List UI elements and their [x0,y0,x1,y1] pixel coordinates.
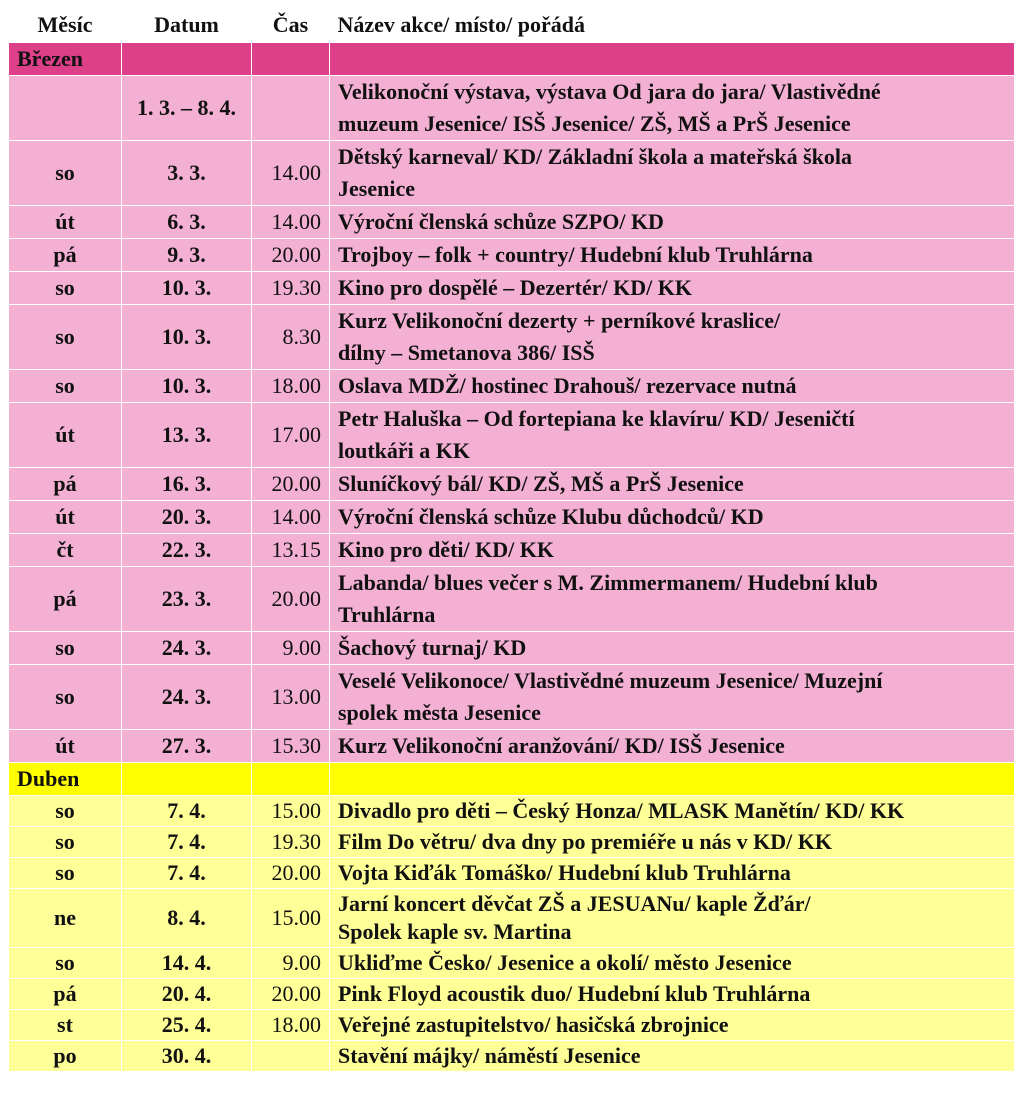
event-row [9,534,1015,567]
event-name-line: Oslava MDŽ/ hostinec Drahouš/ rezervace nutná [338,373,797,398]
event-time: 20.00 [252,239,330,272]
event-time: 19.30 [252,272,330,305]
event-date: 7. 4. [122,796,252,827]
section-header-cell [330,43,1015,76]
event-day: so [9,632,122,665]
event-day: čt [9,534,122,567]
event-name [330,468,1015,501]
event-day: pá [9,979,122,1010]
event-name-line: Petr Haluška – Od fortepiana ke klavíru/ KD/ Jeseničtí [338,406,855,431]
event-row [9,1010,1015,1041]
event-day: po [9,1041,122,1072]
event-row [9,730,1015,763]
event-name-line: Šachový turnaj/ KD [338,635,527,660]
section-header-cell [122,43,252,76]
event-day [9,76,122,141]
table-header [9,8,1015,43]
event-name [330,665,1015,730]
event-day: út [9,501,122,534]
section-march [9,43,1015,763]
event-row [9,76,1015,141]
event-name [330,403,1015,468]
event-row [9,796,1015,827]
event-day: so [9,948,122,979]
event-day: so [9,370,122,403]
event-time: 17.00 [252,403,330,468]
event-day: pá [9,239,122,272]
event-name [330,272,1015,305]
event-name-line: Pink Floyd acoustik duo/ Hudební klub Truhlárna [338,981,811,1006]
header-time: Čas [252,8,330,43]
event-date: 7. 4. [122,858,252,889]
event-date: 7. 4. [122,827,252,858]
event-name [330,796,1015,827]
event-name-line: dílny – Smetanova 386/ ISŠ [338,340,595,365]
event-name [330,979,1015,1010]
event-time: 9.00 [252,632,330,665]
event-day: so [9,665,122,730]
event-row [9,948,1015,979]
event-name [330,305,1015,370]
event-time: 13.00 [252,665,330,730]
event-name-line: Kino pro dospělé – Dezertér/ KD/ KK [338,275,692,300]
event-name-line: Vojta Kiďák Tomáško/ Hudební klub Truhlárna [338,860,791,885]
event-date: 22. 3. [122,534,252,567]
event-name-line: Veselé Velikonoce/ Vlastivědné muzeum Jesenice/ Muzejní [338,668,883,693]
event-time: 15.00 [252,889,330,948]
event-row [9,1041,1015,1072]
event-date: 9. 3. [122,239,252,272]
event-row [9,141,1015,206]
event-date: 8. 4. [122,889,252,948]
event-day: so [9,796,122,827]
event-name-line: Stavění májky/ náměstí Jesenice [338,1043,641,1068]
event-name [330,206,1015,239]
event-row [9,665,1015,730]
event-name [330,1010,1015,1041]
event-time: 8.30 [252,305,330,370]
header-month: Měsíc [9,8,122,43]
event-time: 18.00 [252,1010,330,1041]
event-row [9,858,1015,889]
event-date: 10. 3. [122,272,252,305]
events-calendar [8,8,1016,1072]
event-name-line: Kurz Velikonoční dezerty + perníkové kraslice/ [338,308,781,333]
event-date: 6. 3. [122,206,252,239]
event-day: so [9,827,122,858]
event-row [9,468,1015,501]
event-date: 23. 3. [122,567,252,632]
event-day: so [9,858,122,889]
section-title: Duben [9,763,122,796]
section-header-cell [122,763,252,796]
event-time: 20.00 [252,468,330,501]
event-time: 14.00 [252,206,330,239]
event-day: so [9,141,122,206]
section-header-cell [252,43,330,76]
event-row [9,272,1015,305]
event-name [330,567,1015,632]
event-day: so [9,305,122,370]
event-day: st [9,1010,122,1041]
event-time: 19.30 [252,827,330,858]
event-name [330,76,1015,141]
event-name [330,501,1015,534]
event-date: 24. 3. [122,632,252,665]
event-time: 13.15 [252,534,330,567]
event-name-line: Truhlárna [338,602,436,627]
event-row [9,979,1015,1010]
section-title: Březen [9,43,122,76]
event-row [9,403,1015,468]
event-time: 20.00 [252,858,330,889]
events-table [8,8,1015,1072]
event-row [9,889,1015,948]
event-name-line: Ukliďme Česko/ Jesenice a okolí/ město Jesenice [338,950,792,975]
event-row [9,206,1015,239]
event-time: 15.30 [252,730,330,763]
event-date: 14. 4. [122,948,252,979]
event-time: 9.00 [252,948,330,979]
event-name [330,889,1015,948]
event-date: 20. 4. [122,979,252,1010]
event-day: ne [9,889,122,948]
event-name-line: Výroční členská schůze Klubu důchodců/ KD [338,504,764,529]
event-day: út [9,206,122,239]
event-time [252,76,330,141]
section-header-cell [330,763,1015,796]
event-date: 25. 4. [122,1010,252,1041]
event-row [9,239,1015,272]
event-date: 16. 3. [122,468,252,501]
header-date: Datum [122,8,252,43]
event-name-line: Spolek kaple sv. Martina [338,919,572,944]
event-date: 10. 3. [122,305,252,370]
event-time: 14.00 [252,501,330,534]
event-row [9,827,1015,858]
event-name [330,1041,1015,1072]
event-name [330,632,1015,665]
event-row [9,632,1015,665]
event-name-line: loutkáři a KK [338,438,471,463]
event-row [9,305,1015,370]
event-date: 24. 3. [122,665,252,730]
event-name [330,141,1015,206]
event-row [9,370,1015,403]
event-day: pá [9,567,122,632]
event-date: 30. 4. [122,1041,252,1072]
event-name-line: Sluníčkový bál/ KD/ ZŠ, MŠ a PrŠ Jesenice [338,471,744,496]
event-time: 15.00 [252,796,330,827]
event-date: 1. 3. – 8. 4. [122,76,252,141]
event-date: 20. 3. [122,501,252,534]
event-day: pá [9,468,122,501]
event-name-line: muzeum Jesenice/ ISŠ Jesenice/ ZŠ, MŠ a PrŠ Jesenice [338,111,851,136]
event-name [330,948,1015,979]
event-date: 3. 3. [122,141,252,206]
event-name-line: Divadlo pro děti – Český Honza/ MLASK Manětín/ KD/ KK [338,798,905,823]
event-name-line: Jarní koncert děvčat ZŠ a JESUANu/ kaple Žďár/ [338,891,811,916]
event-date: 10. 3. [122,370,252,403]
event-day: út [9,403,122,468]
event-name [330,858,1015,889]
event-name [330,370,1015,403]
event-date: 27. 3. [122,730,252,763]
event-name-line: Výroční členská schůze SZPO/ KD [338,209,664,234]
event-name-line: Jesenice [338,176,415,201]
event-name [330,534,1015,567]
event-time: 14.00 [252,141,330,206]
event-time [252,1041,330,1072]
header-event: Název akce/ místo/ pořádá [330,8,1015,43]
event-name [330,239,1015,272]
event-day: so [9,272,122,305]
event-time: 18.00 [252,370,330,403]
event-name [330,730,1015,763]
event-name-line: Kino pro děti/ KD/ KK [338,537,554,562]
section-header [9,43,1015,76]
section-header-cell [252,763,330,796]
event-name-line: Labanda/ blues večer s M. Zimmermanem/ Hudební klub [338,570,878,595]
event-name [330,827,1015,858]
event-name-line: Film Do větru/ dva dny po premiéře u nás v KD/ KK [338,829,832,854]
section-header [9,763,1015,796]
event-name-line: Trojboy – folk + country/ Hudební klub Truhlárna [338,242,813,267]
event-day: út [9,730,122,763]
event-time: 20.00 [252,979,330,1010]
event-date: 13. 3. [122,403,252,468]
event-name-line: Dětský karneval/ KD/ Základní škola a mateřská škola [338,144,853,169]
event-time: 20.00 [252,567,330,632]
event-row [9,501,1015,534]
event-name-line: Velikonoční výstava, výstava Od jara do jara/ Vlastivědné [338,79,881,104]
event-name-line: Kurz Velikonoční aranžování/ KD/ ISŠ Jesenice [338,733,785,758]
event-name-line: Veřejné zastupitelstvo/ hasičská zbrojnice [338,1012,729,1037]
event-row [9,567,1015,632]
section-april [9,763,1015,1072]
event-name-line: spolek města Jesenice [338,700,541,725]
